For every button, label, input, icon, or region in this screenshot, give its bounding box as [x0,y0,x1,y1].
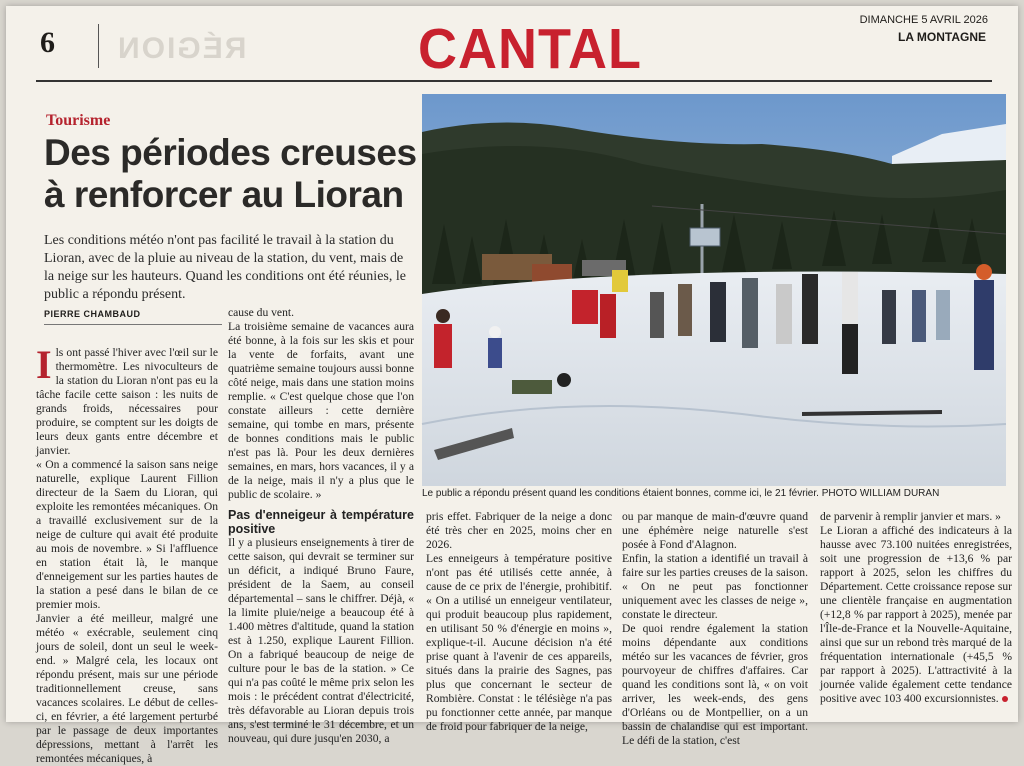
newspaper-page [6,6,1018,765]
paragraph [36,342,218,458]
article-byline: PIERRE CHAMBAUD [44,309,141,319]
paragraph: Il y a plusieurs enseignements à tirer de cette saison, qui devrait se terminer sur un déficit, a indiqué Bruno Faure, président de la Saem, au conseil départemental – sans le chiffrer. Déjà, « la limite pluie/neige a beaucoup été à 1.400 mètres d'altitude, quand la station est à 1.250, explique Laurent Fillion. On a fabriqué beaucoup de neige de culture pour le bas de la station. » Ce qui n'a pas coûté le même prix selon les mois : le précédent contrat d'électricité, très défavorable au Lioran depuis trois ans, s'est terminé le 31 décembre, et un nouveau, qui dure jusqu'en 2030, a [228,536,414,745]
header-rule [36,80,992,82]
photo-caption: Le public a répondu présent quand les conditions étaient bonnes, comme ici, le 21 février. PHOTO WILLIAM DURAN [422,488,940,499]
article-photo [422,94,1006,486]
article-column-3 [426,510,612,734]
paragraph [820,524,1012,706]
paragraph: de parvenir à remplir janvier et mars. » [820,510,1001,523]
article-column-5 [820,510,1012,706]
paragraph: ou par manque de main-d'œuvre quand une éphémère neige naturelle s'est posée à Fond d'Alagnon. [622,510,808,551]
article-column-4 [622,510,808,748]
paragraph: cause du vent. [228,306,294,319]
paragraph-text: ls ont passé l'hiver avec l'œil sur le thermomètre. Les nivoculteurs de la station du Lioran n'ont pas eu la tâche facile cette saison : les nuits de grands froids, nécessaires pour produire, se comptent sur les doigts de leurs deux gants entre décembre et janvier. [36,346,218,457]
article-subheading: Pas d'enneigeur à température positive [228,508,414,536]
journal-name: LA MONTAGNE [898,30,986,44]
article-kicker: Tourisme [46,112,111,129]
paragraph: « On a commencé la saison sans neige naturelle, explique Laurent Fillion directeur de la Saem du Lioran, qui exploite les remontées mécaniques. On a travaillé exclusivement sur de la neige de culture qui avait été produite au mois de novembre. » Si l'affluence en station était là, le manque d'enneigement sur les parties hautes de la station a pesé dans le bilan de ce premier mois. [36,458,218,611]
article-column-2 [228,306,414,746]
article-lead: Les conditions météo n'ont pas facilité le travail à la station du Lioran, avec de la pluie au niveau de la station, du vent, mais de la neige sur les hauteurs. Quand les conditions ont été réunies, le public a répondu présent. [44,233,406,302]
paragraph: Enfin, la station a identifié un travail à faire sur les parties creuses de la saison. « On ne peut pas fonctionner uniquement avec les classes de neige », constate le directeur. [622,552,808,621]
end-mark-icon [1002,696,1008,702]
byline-rule [44,324,222,325]
article-headline: Des périodes creuses à renforcer au Lioran [44,132,417,215]
paragraph: Janvier a été meilleur, malgré une météo « exécrable, seulement cinq jours de soleil, dont un seul le week-end. » Malgré cela, les locaux ont répondu présent, mais sur une période traditionnellement creuse, sans vacances scolaires. Le début de celles-ci, en février, a été largement perturbé par le passage de deux importantes dépressions, mettant à l'arrêt les remontées mécaniques, à [36,612,218,765]
header-divider [98,24,99,68]
issue-date: DIMANCHE 5 AVRIL 2026 [859,14,988,26]
paragraph: pris effet. Fabriquer de la neige a donc été très cher en 2025, moins cher en 2026. [426,510,612,551]
article-column-1 [36,342,218,766]
dropcap: I [36,342,52,387]
department-title: CANTAL [418,17,642,81]
section-mirror-text: RÉGION [116,32,247,65]
paragraph: La troisième semaine de vacances aura été bonne, à la fois sur les skis et pour la vente de forfaits, avant une quatrième semaine toujours aussi bonne côté neige, mais dans une station moins remplie. « C'est quelque chose que l'on constate ailleurs : cette dernière semaine, qui tombe en mars, présente de bonnes conditions mais le public n'est pas là. Pour les deux dernières semaines, en mars, hors vacances, il y a de la neige, mais il n'y a plus que le public de scolaire. » [228,320,414,501]
paragraph-text: Le Lioran a affiché des indicateurs à la hausse avec 73.100 nuitées enregistrées, soit une progression de +13,6 % par rapport à 2025, selon les chiffres du Département. Cette croissance repose sur une clientèle française en augmentation (+12,8 % par rapport à 2025), menée par l'Île-de-France et la Nouvelle-Aquitaine, ainsi que sur un rebond très marqué de la fréquentation internationale (+45,5 % par rapport à 2025). L'attractivité à la journée valide également cette tendance positive avec 103 400 excursionnistes. [820,524,1012,705]
ski-slope-illustration [422,94,1006,486]
page-number: 6 [40,26,55,59]
paragraph: Les enneigeurs à température positive n'ont pas été utilisés cette année, à cause de ce prix de l'énergie, prohibitif. « On a utilisé un enneigeur ventilateur, qui produit beaucoup plus rapidement, en utilisant 50 % d'énergie en moins », explique-t-il. Aucune décision n'a été prise quant à l'avenir de ces appareils, situés dans la prairie des Sagnes, pas plus que concernant le secteur de Rombière. Constat : le télésiège n'a pas pu fonctionner cette année, par manque de froid pour fabriquer de la neige, [426,552,612,733]
paragraph: De quoi rendre également la station moins dépendante aux conditions météo sur les vacances de février, gros pourvoyeur de chiffres d'affaires. Car quand les conditions sont là, « on voit arriver, les week-ends, des gens d'Orléans ou de Montpellier, on a un bassin de chalandise qui est important. Le défi de la station, c'est [622,622,808,747]
